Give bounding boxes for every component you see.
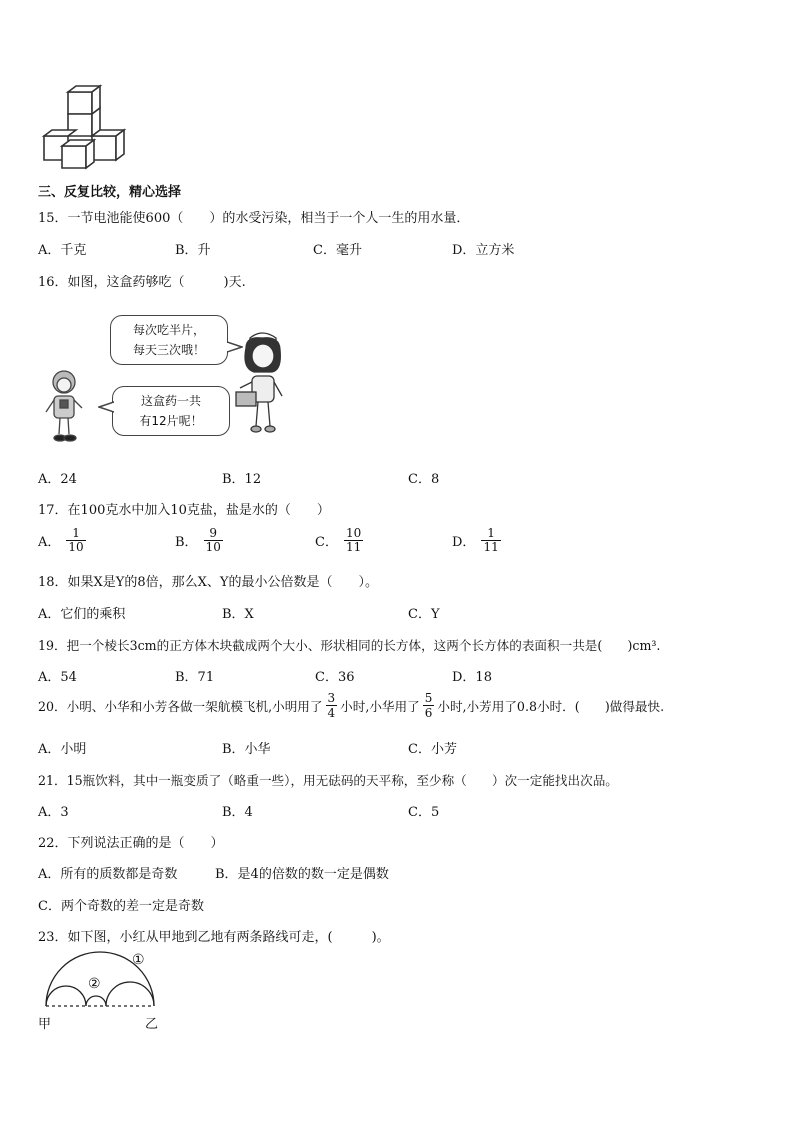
route-2-arc-left (46, 986, 86, 1006)
end-point-label: 乙 (145, 1017, 159, 1032)
question-22: 22．下列说法正确的是（ ） (38, 836, 224, 851)
q20-option-a: A．小明 (38, 742, 87, 757)
question-17: 17．在100克水中加入10克盐，盐是水的（ ） (38, 503, 330, 518)
q17-a-letter: A． (38, 535, 61, 550)
question-16: 16．如图，这盒药够吃（ )天. (38, 275, 246, 290)
q20-option-c: C．小芳 (408, 742, 457, 757)
q17-b-letter: B． (175, 535, 198, 550)
q22-option-c: C．两个奇数的差一定是奇数 (38, 899, 204, 914)
q16-option-a: A．24 (38, 472, 77, 487)
question-23: 23．如下图，小红从甲地到乙地有两条路线可走，( )。 (38, 930, 390, 945)
nurse-bubble-tail (227, 340, 243, 354)
q22-option-a: A．所有的质数都是奇数 (38, 867, 178, 882)
child-illustration (42, 368, 88, 444)
q15-option-d: D．立方米 (452, 243, 515, 258)
q17-option-a (38, 527, 86, 554)
q19-option-a: A．54 (38, 670, 77, 685)
route-1-label: ① (132, 952, 145, 968)
nurse-bubble-line-2: 每天三次哦！ (132, 343, 205, 357)
q15-option-c: C．毫升 (313, 243, 362, 258)
q17-d-letter: D． (452, 535, 476, 550)
nurse-speech-bubble (110, 315, 228, 365)
child-bubble-line-1: 这盒药一共 (140, 394, 201, 408)
question-21: 21．15瓶饮料，其中一瓶变质了（略重一些），用无砝码的天平称，至少称（ ）次一定能找出次品。 (38, 773, 618, 788)
q17-option-d (452, 527, 501, 554)
question-15: 15．一节电池能使600（ ）的水受污染，相当于一个人一生的用水量． (38, 211, 470, 226)
q20-stem-part-3: 小时,小芳用了0.8小时．( )做得最快. (437, 699, 665, 714)
q19-option-b: B．71 (175, 670, 215, 685)
q17-b-num: 9 (209, 526, 218, 540)
section-title: 三、反复比较，精心选择 (38, 185, 182, 200)
q18-option-a: A．它们的乘积 (38, 607, 126, 622)
q17-a-den: 10 (68, 540, 84, 554)
q16-option-b: B．12 (222, 472, 262, 487)
q20-stem-part-1: 20．小明、小华和小芳各做一架航模飞机,小明用了 (38, 699, 323, 714)
q20-stem-part-2: 小时,小华用了 (340, 699, 420, 714)
cube-stack-figure (40, 84, 130, 170)
q17-option-b (175, 527, 223, 554)
route-2-arc-mid (86, 996, 106, 1006)
child-bubble-tail (98, 400, 114, 414)
q17-c-den: 11 (345, 540, 362, 554)
route-2-label: ② (88, 976, 101, 992)
q17-c-fraction (344, 527, 363, 554)
q20-frac2-num: 5 (424, 691, 433, 705)
q19-option-c: C．36 (315, 670, 355, 685)
question-18: 18．如果X是Y的8倍，那么X、Y的最小公倍数是（ ）。 (38, 575, 378, 590)
q15-option-b: B．升 (175, 243, 211, 258)
q15-option-a: A．千克 (38, 243, 87, 258)
q19-option-d: D．18 (452, 670, 492, 685)
q16-option-c: C．8 (408, 472, 440, 487)
q17-b-den: 10 (205, 540, 221, 554)
q20-option-b: B．小华 (222, 742, 271, 757)
q20-frac2-den: 6 (424, 706, 433, 720)
q20-fraction-2 (423, 691, 435, 720)
q17-c-letter: C． (315, 535, 338, 550)
q20-frac1-num: 3 (327, 691, 336, 705)
q20-frac1-den: 4 (327, 706, 336, 720)
q21-option-c: C．5 (408, 805, 440, 820)
question-19: 19．把一个棱长3cm的正方体木块截成两个大小、形状相同的长方体，这两个长方体的表面积一共是( )cm³. (38, 638, 661, 653)
q21-option-b: B．4 (222, 805, 253, 820)
q17-d-den: 11 (483, 540, 499, 554)
route-2-arc-right (106, 982, 154, 1006)
child-bubble-line-2: 有12片呢！ (139, 414, 203, 428)
start-point-label: 甲 (38, 1017, 52, 1032)
q20-fraction-1 (326, 691, 338, 720)
q17-b-fraction (204, 527, 223, 554)
q17-a-num: 1 (72, 526, 80, 540)
q17-d-num: 1 (487, 526, 495, 540)
q17-c-num: 10 (345, 526, 362, 540)
q21-option-a: A．3 (38, 805, 69, 820)
q18-option-b: B．X (222, 607, 254, 622)
q18-option-c: C．Y (408, 607, 440, 622)
q17-d-fraction (481, 527, 500, 554)
q17-a-fraction (66, 527, 85, 554)
question-20 (38, 691, 664, 720)
q17-option-c (315, 527, 363, 554)
nurse-bubble-line-1: 每次吃半片， (132, 323, 205, 337)
q22-option-b: B．是4的倍数的数一定是偶数 (215, 867, 389, 882)
child-speech-bubble (112, 386, 230, 436)
